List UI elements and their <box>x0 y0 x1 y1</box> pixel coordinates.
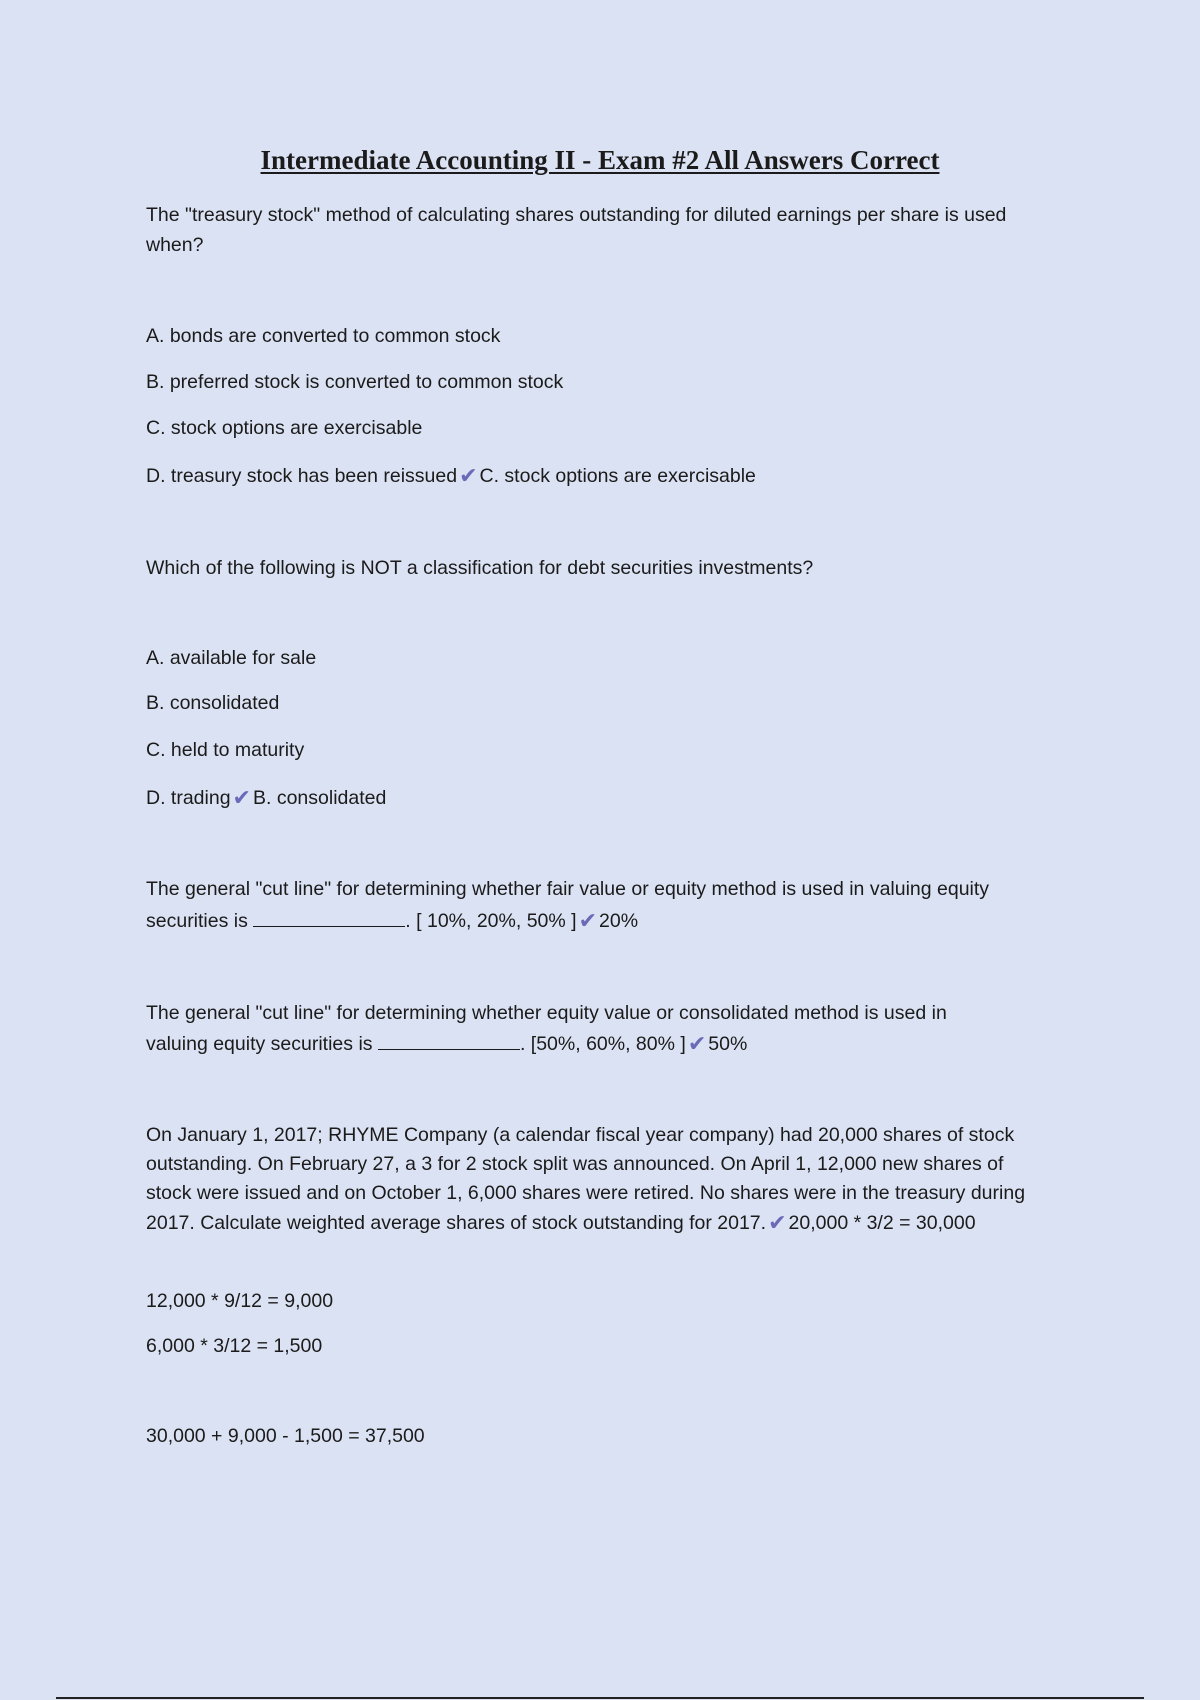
answer-blank <box>378 1031 520 1050</box>
question-2-option-d: D. trading <box>146 787 231 809</box>
question-4-prefix: valuing equity securities is <box>146 1033 373 1055</box>
question-5-answer-line1: 20,000 * 3/2 = 30,000 <box>788 1212 976 1234</box>
question-2-option-a: A. available for sale <box>146 647 317 669</box>
question-2-text: Which of the following is NOT a classification for debt securities investments? <box>146 557 814 579</box>
question-5 <box>146 1121 1046 1238</box>
question-3-line2 <box>146 906 638 936</box>
question-4-suffix: . [50%, 60%, 80% ] <box>519 1033 686 1055</box>
question-5-answer-line4: 30,000 + 9,000 - 1,500 = 37,500 <box>146 1425 425 1447</box>
checkmark-icon: ✔ <box>687 1031 707 1056</box>
question-1-option-d: D. treasury stock has been reissued <box>146 465 458 487</box>
question-2-option-b: B. consolidated <box>146 692 280 714</box>
question-5-text: On January 1, 2017; RHYME Company (a calendar fiscal year company) had 20,000 shares of stock outstanding. On February 27, a 3 for 2 stock split was announced. On April 1, 12,000 new shares of stock were issued and on October 1, 6,000 shares were retired. No shares were in the treasury during 2017. Calculate weighted average shares of stock outstanding for 2017. <box>146 1124 1026 1234</box>
question-2-option-c: C. held to maturity <box>146 739 305 761</box>
question-3-prefix: securities is <box>146 910 248 932</box>
question-4-line2 <box>146 1029 747 1059</box>
question-1-option-c: C. stock options are exercisable <box>146 417 423 439</box>
checkmark-icon: ✔ <box>232 785 251 810</box>
question-1-answer: C. stock options are exercisable <box>479 465 756 487</box>
checkmark-icon: ✔ <box>578 908 597 933</box>
question-3-line1: The general "cut line" for determining whether fair value or equity method is used in valuing equity <box>146 878 990 900</box>
footer-divider <box>56 1697 1144 1699</box>
question-4-answer: 50% <box>708 1033 748 1055</box>
question-1 <box>146 200 1046 260</box>
checkmark-icon: ✔ <box>459 463 478 488</box>
question-1-text: The "treasury stock" method of calculating shares outstanding for diluted earnings per share is used when? <box>146 204 1007 256</box>
answer-blank <box>253 908 405 927</box>
question-1-option-a: A. bonds are converted to common stock <box>146 325 501 347</box>
checkmark-icon: ✔ <box>768 1210 787 1235</box>
document-title: Intermediate Accounting II - Exam #2 All Answers Correct <box>260 145 940 175</box>
question-1-option-d-row <box>146 461 756 491</box>
question-2-option-d-row <box>146 783 386 813</box>
question-1-option-b: B. preferred stock is converted to common stock <box>146 371 564 393</box>
question-2-answer: B. consolidated <box>252 787 387 809</box>
question-3-answer: 20% <box>599 910 639 932</box>
question-5-answer-line3: 6,000 * 3/12 = 1,500 <box>146 1335 323 1357</box>
question-4-line1: The general "cut line" for determining whether equity value or consolidated method is used in <box>146 1002 947 1024</box>
question-5-answer-line2: 12,000 * 9/12 = 9,000 <box>146 1290 334 1312</box>
question-3-suffix: . [ 10%, 20%, 50% ] <box>405 910 577 932</box>
